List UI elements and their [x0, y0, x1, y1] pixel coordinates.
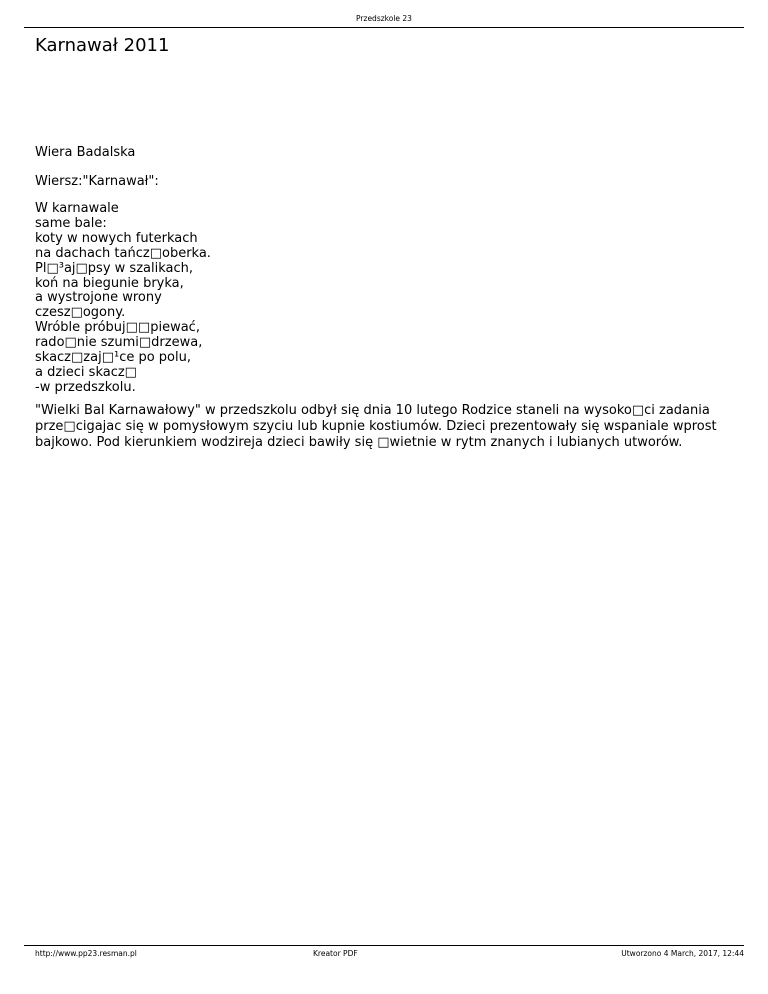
poem-line: skacz□zaj□¹ce po polu,: [35, 350, 191, 366]
poem-line: a wystrojone wrony: [35, 290, 162, 306]
page-title: Karnawał 2011: [35, 35, 170, 56]
poem-author: Wiera Badalska: [35, 145, 136, 160]
poem-line: same bale:: [35, 215, 107, 231]
poem-line: na dachach tańcz□oberka.: [35, 245, 211, 261]
footer-divider: [24, 945, 744, 946]
poem-line: czesz□ogony.: [35, 305, 126, 321]
poem-title: Wiersz:"Karnawał":: [35, 174, 159, 189]
poem-line: rado□nie szumi□drzewa,: [35, 335, 203, 351]
footer-generator: Kreator PDF: [313, 949, 358, 958]
header-divider: [24, 27, 744, 28]
poem-line: Wróble próbuj□□piewać,: [35, 320, 200, 336]
poem-line: a dzieci skacz□: [35, 364, 137, 380]
poem-line: koty w nowych futerkach: [35, 230, 198, 246]
footer-created-date: Utworzono 4 March, 2017, 12:44: [621, 949, 744, 958]
poem-text: [35, 202, 211, 396]
article-paragraph: "Wielki Bal Karnawałowy" w przedszkolu odbył się dnia 10 lutego Rodzice staneli na wysoko□ci zadania prze□cigajac się w pomysłowym szyciu lub kupnie kostiumów. Dzieci prezentowały się wspaniale wprost bajkowo. Pod kierunkiem wodzireja dzieci bawiły się □wietnie w rytm znanych i lubianych utworów.: [35, 403, 717, 450]
page-header: Przedszkole 23: [356, 14, 412, 23]
poem-line: koń na biegunie bryka,: [35, 275, 184, 291]
poem-line: Pl□³aj□psy w szalikach,: [35, 260, 193, 276]
poem-line: W karnawale: [35, 201, 119, 216]
poem-line: -w przedszkolu.: [35, 379, 136, 395]
footer-url-link[interactable]: http://www.pp23.resman.pl: [35, 949, 137, 958]
